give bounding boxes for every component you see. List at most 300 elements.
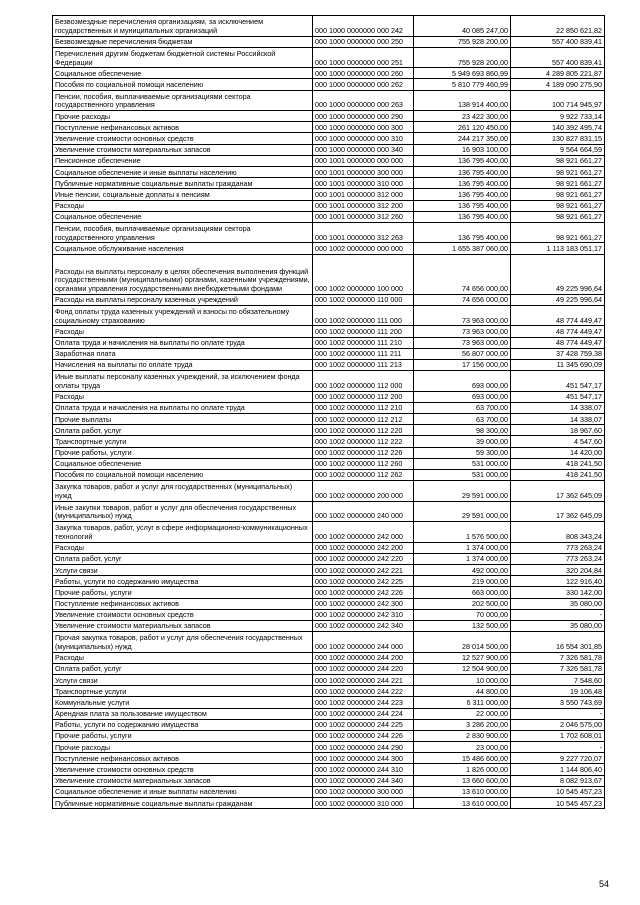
row-planned-cell: 63 700,00 [414, 402, 511, 413]
row-name-cell: Прочие работы, услуги [53, 730, 313, 741]
row-planned-cell: 1 576 500,00 [414, 522, 511, 543]
row-executed-cell: 22 850 621,82 [511, 16, 605, 37]
row-code-cell: 000 1002 0000000 242 000 [313, 522, 414, 543]
row-name-cell: Транспортные услуги [53, 436, 313, 447]
row-name-cell: Социальное обеспечение [53, 211, 313, 222]
row-name-cell: Публичные нормативные социальные выплаты гражданам [53, 798, 313, 809]
table-row [53, 371, 605, 392]
row-planned-cell: 39 000,00 [414, 436, 511, 447]
row-name-cell: Пенсии, пособия, выплачиваемые организациями сектора государственного управления [53, 222, 313, 243]
row-executed-cell: 16 554 301,85 [511, 632, 605, 653]
row-executed-cell: 98 921 661,27 [511, 211, 605, 222]
row-executed-cell: 17 362 645,09 [511, 501, 605, 522]
row-executed-cell: 122 916,40 [511, 576, 605, 587]
row-code-cell: 000 1001 0000000 312 000 [313, 189, 414, 200]
row-name-cell: Безвозмездные перечисления организациям, за исключением государственных и муниципальных организаций [53, 16, 313, 37]
row-planned-cell: 74 656 000,00 [414, 254, 511, 294]
row-name-cell: Работы, услуги по содержанию имущества [53, 719, 313, 730]
row-planned-cell: 13 610 000,00 [414, 786, 511, 797]
row-code-cell: 000 1002 0000000 111 210 [313, 337, 414, 348]
row-executed-cell: 35 080,00 [511, 620, 605, 631]
row-executed-cell: 557 400 839,41 [511, 47, 605, 68]
row-name-cell: Поступление нефинансовых активов [53, 753, 313, 764]
table-row [53, 652, 605, 663]
row-executed-cell: 14 420,00 [511, 447, 605, 458]
row-code-cell: 000 1002 0000000 240 000 [313, 501, 414, 522]
row-executed-cell: 1 144 806,40 [511, 764, 605, 775]
row-code-cell: 000 1002 0000000 244 300 [313, 753, 414, 764]
table-row [53, 469, 605, 480]
row-executed-cell: 37 428 759,38 [511, 348, 605, 359]
table-row [53, 122, 605, 133]
table-row [53, 620, 605, 631]
table-row [53, 501, 605, 522]
table-row [53, 564, 605, 575]
row-name-cell: Перечисления другим бюджетам бюджетной системы Российской Федерации [53, 47, 313, 68]
row-planned-cell: 44 800,00 [414, 686, 511, 697]
row-code-cell: 000 1000 0000000 000 300 [313, 122, 414, 133]
row-planned-cell: 136 795 400,00 [414, 211, 511, 222]
row-planned-cell: 1 374 000,00 [414, 553, 511, 564]
row-name-cell: Заработная плата [53, 348, 313, 359]
row-name-cell: Прочие работы, услуги [53, 447, 313, 458]
row-code-cell: 000 1002 0000000 244 340 [313, 775, 414, 786]
row-planned-cell: 136 795 400,00 [414, 155, 511, 166]
row-planned-cell: 70 000,00 [414, 609, 511, 620]
row-executed-cell: 2 046 575,00 [511, 719, 605, 730]
row-planned-cell: 2 830 900,00 [414, 730, 511, 741]
table-row [53, 609, 605, 620]
row-planned-cell: 244 217 350,00 [414, 133, 511, 144]
row-planned-cell: 136 795 400,00 [414, 200, 511, 211]
row-code-cell: 000 1002 0000000 112 262 [313, 469, 414, 480]
row-executed-cell: 98 921 661,27 [511, 189, 605, 200]
row-name-cell: Прочие расходы [53, 111, 313, 122]
table-body [53, 16, 605, 809]
row-planned-cell: 29 591 000,00 [414, 481, 511, 502]
row-code-cell: 000 1002 0000000 112 212 [313, 413, 414, 424]
row-planned-cell: 28 014 500,00 [414, 632, 511, 653]
row-code-cell: 000 1002 0000000 200 000 [313, 481, 414, 502]
row-planned-cell: 663 000,00 [414, 587, 511, 598]
row-code-cell: 000 1002 0000000 242 310 [313, 609, 414, 620]
table-row [53, 663, 605, 674]
table-row [53, 36, 605, 47]
row-code-cell: 000 1001 0000000 312 260 [313, 211, 414, 222]
row-executed-cell: 10 545 457,23 [511, 798, 605, 809]
row-executed-cell: 7 326 581,78 [511, 663, 605, 674]
row-code-cell: 000 1002 0000000 112 210 [313, 402, 414, 413]
table-row [53, 391, 605, 402]
row-name-cell: Арендная плата за пользование имуществом [53, 708, 313, 719]
row-executed-cell: 418 241,50 [511, 469, 605, 480]
row-planned-cell: 17 156 000,00 [414, 359, 511, 370]
row-code-cell: 000 1002 0000000 242 221 [313, 564, 414, 575]
row-executed-cell: 14 338,07 [511, 402, 605, 413]
table-row [53, 447, 605, 458]
row-executed-cell: 98 921 661,27 [511, 222, 605, 243]
table-row [53, 305, 605, 326]
row-name-cell: Иные выплаты персоналу казенных учреждений, за исключением фонда оплаты труда [53, 371, 313, 392]
table-row [53, 719, 605, 730]
row-name-cell: Прочие работы, услуги [53, 587, 313, 598]
row-executed-cell: 330 142,00 [511, 587, 605, 598]
table-row [53, 553, 605, 564]
row-name-cell: Расходы на выплаты персоналу казенных учреждений [53, 294, 313, 305]
row-name-cell: Социальное обслуживание населения [53, 243, 313, 254]
table-row [53, 189, 605, 200]
row-code-cell: 000 1002 0000000 244 200 [313, 652, 414, 663]
row-planned-cell: 73 963 000,00 [414, 305, 511, 326]
row-name-cell: Расходы [53, 391, 313, 402]
row-name-cell: Увеличение стоимости материальных запасов [53, 775, 313, 786]
row-planned-cell: 12 504 900,00 [414, 663, 511, 674]
row-executed-cell: 451 547,17 [511, 371, 605, 392]
table-row [53, 697, 605, 708]
row-executed-cell: 4 189 090 275,90 [511, 79, 605, 90]
row-name-cell: Расходы [53, 542, 313, 553]
row-code-cell: 000 1002 0000000 112 200 [313, 391, 414, 402]
table-row [53, 730, 605, 741]
table-row [53, 243, 605, 254]
table-row [53, 47, 605, 68]
row-name-cell: Безвозмездные перечисления бюджетам [53, 36, 313, 47]
row-code-cell: 000 1001 0000000 300 000 [313, 167, 414, 178]
row-executed-cell: 7 548,60 [511, 674, 605, 685]
row-planned-cell: 73 963 000,00 [414, 326, 511, 337]
page-number: 54 [598, 879, 609, 889]
row-name-cell: Публичные нормативные социальные выплаты гражданам [53, 178, 313, 189]
row-name-cell: Увеличение стоимости материальных запасов [53, 620, 313, 631]
row-planned-cell: 136 795 400,00 [414, 222, 511, 243]
row-code-cell: 000 1002 0000000 112 220 [313, 425, 414, 436]
table-row [53, 576, 605, 587]
table-row [53, 436, 605, 447]
row-executed-cell: 808 343,24 [511, 522, 605, 543]
row-planned-cell: 1 374 000,00 [414, 542, 511, 553]
row-code-cell: 000 1002 0000000 112 000 [313, 371, 414, 392]
row-name-cell: Коммунальные услуги [53, 697, 313, 708]
row-executed-cell: 130 827 831,15 [511, 133, 605, 144]
row-name-cell: Фонд оплаты труда казенных учреждений и взносы по обязательному социальному страхованию [53, 305, 313, 326]
row-code-cell: 000 1002 0000000 112 226 [313, 447, 414, 458]
table-row [53, 742, 605, 753]
row-executed-cell: 418 241,50 [511, 458, 605, 469]
row-executed-cell: - [511, 742, 605, 753]
row-name-cell: Работы, услуги по содержанию имущества [53, 576, 313, 587]
row-name-cell: Социальное обеспечение и иные выплаты населению [53, 786, 313, 797]
row-name-cell: Пенсии, пособия, выплачиваемые организациями сектора государственного управления [53, 90, 313, 111]
row-code-cell: 000 1000 0000000 000 290 [313, 111, 414, 122]
row-name-cell: Пенсионное обеспечение [53, 155, 313, 166]
table-row [53, 222, 605, 243]
row-planned-cell: 40 085 247,00 [414, 16, 511, 37]
row-planned-cell: 693 000,00 [414, 371, 511, 392]
row-code-cell: 000 1002 0000000 244 290 [313, 742, 414, 753]
row-name-cell: Пособия по социальной помощи населению [53, 469, 313, 480]
row-executed-cell: 98 921 661,27 [511, 167, 605, 178]
table-row [53, 764, 605, 775]
table-row [53, 542, 605, 553]
table-row [53, 79, 605, 90]
row-planned-cell: 5 810 779 460,99 [414, 79, 511, 90]
row-planned-cell: 1 826 000,00 [414, 764, 511, 775]
table-row [53, 522, 605, 543]
row-executed-cell: 11 345 690,09 [511, 359, 605, 370]
row-code-cell: 000 1002 0000000 000 000 [313, 243, 414, 254]
table-row [53, 155, 605, 166]
row-name-cell: Пособия по социальной помощи населению [53, 79, 313, 90]
row-planned-cell: 492 000,00 [414, 564, 511, 575]
row-code-cell: 000 1002 0000000 244 222 [313, 686, 414, 697]
row-executed-cell: 98 921 661,27 [511, 200, 605, 211]
row-name-cell: Поступление нефинансовых активов [53, 598, 313, 609]
row-code-cell: 000 1002 0000000 244 225 [313, 719, 414, 730]
row-executed-cell: 48 774 449,47 [511, 326, 605, 337]
row-name-cell: Оплата работ, услуг [53, 553, 313, 564]
table-row [53, 326, 605, 337]
row-code-cell: 000 1002 0000000 244 221 [313, 674, 414, 685]
table-row [53, 632, 605, 653]
row-planned-cell: 136 795 400,00 [414, 167, 511, 178]
row-code-cell: 000 1002 0000000 242 226 [313, 587, 414, 598]
row-code-cell: 000 1002 0000000 242 225 [313, 576, 414, 587]
row-planned-cell: 5 949 693 860,99 [414, 68, 511, 79]
row-code-cell: 000 1002 0000000 112 260 [313, 458, 414, 469]
row-executed-cell: 557 400 839,41 [511, 36, 605, 47]
row-code-cell: 000 1001 0000000 312 200 [313, 200, 414, 211]
table-row [53, 144, 605, 155]
row-executed-cell: 35 080,00 [511, 598, 605, 609]
row-planned-cell: 29 591 000,00 [414, 501, 511, 522]
row-name-cell: Социальное обеспечение [53, 458, 313, 469]
row-executed-cell: - [511, 708, 605, 719]
row-planned-cell: 98 300,00 [414, 425, 511, 436]
row-code-cell: 000 1002 0000000 242 300 [313, 598, 414, 609]
row-code-cell: 000 1002 0000000 242 220 [313, 553, 414, 564]
row-planned-cell: 755 928 200,00 [414, 36, 511, 47]
table-row [53, 598, 605, 609]
row-executed-cell: 4 547,60 [511, 436, 605, 447]
table-row [53, 133, 605, 144]
table-row [53, 775, 605, 786]
row-code-cell: 000 1000 0000000 000 340 [313, 144, 414, 155]
table-row [53, 674, 605, 685]
table-row [53, 686, 605, 697]
row-planned-cell: 219 000,00 [414, 576, 511, 587]
row-code-cell: 000 1000 0000000 000 250 [313, 36, 414, 47]
row-planned-cell: 22 000,00 [414, 708, 511, 719]
row-executed-cell: 98 921 661,27 [511, 178, 605, 189]
budget-execution-table [52, 15, 605, 809]
table-row [53, 798, 605, 809]
row-planned-cell: 132 500,00 [414, 620, 511, 631]
row-executed-cell: 773 263,24 [511, 553, 605, 564]
row-name-cell: Прочие выплаты [53, 413, 313, 424]
row-code-cell: 000 1001 0000000 310 000 [313, 178, 414, 189]
row-code-cell: 000 1000 0000000 000 251 [313, 47, 414, 68]
row-code-cell: 000 1000 0000000 000 260 [313, 68, 414, 79]
row-name-cell: Прочие расходы [53, 742, 313, 753]
row-executed-cell: 1 702 608,01 [511, 730, 605, 741]
row-planned-cell: 12 527 900,00 [414, 652, 511, 663]
row-code-cell: 000 1002 0000000 111 213 [313, 359, 414, 370]
row-code-cell: 000 1002 0000000 244 000 [313, 632, 414, 653]
table-row [53, 294, 605, 305]
row-executed-cell: 14 338,07 [511, 413, 605, 424]
row-name-cell: Поступление нефинансовых активов [53, 122, 313, 133]
table-row [53, 753, 605, 764]
row-name-cell: Расходы [53, 326, 313, 337]
row-planned-cell: 136 795 400,00 [414, 178, 511, 189]
row-planned-cell: 73 963 000,00 [414, 337, 511, 348]
row-name-cell: Оплата работ, услуг [53, 425, 313, 436]
row-planned-cell: 74 656 000,00 [414, 294, 511, 305]
table-row [53, 402, 605, 413]
row-code-cell: 000 1002 0000000 112 222 [313, 436, 414, 447]
table-row [53, 359, 605, 370]
row-code-cell: 000 1002 0000000 244 224 [313, 708, 414, 719]
row-code-cell: 000 1002 0000000 111 211 [313, 348, 414, 359]
row-planned-cell: 56 807 000,00 [414, 348, 511, 359]
row-executed-cell: 9 564 664,59 [511, 144, 605, 155]
row-planned-cell: 261 120 450,00 [414, 122, 511, 133]
row-name-cell: Прочая закупка товаров, работ и услуг для обеспечения государственных (муниципальных) нужд [53, 632, 313, 653]
row-code-cell: 000 1002 0000000 242 200 [313, 542, 414, 553]
row-executed-cell: 18 967,60 [511, 425, 605, 436]
row-code-cell: 000 1002 0000000 110 000 [313, 294, 414, 305]
row-planned-cell: 531 000,00 [414, 469, 511, 480]
row-executed-cell: 48 774 449,47 [511, 337, 605, 348]
row-planned-cell: 138 914 400,00 [414, 90, 511, 111]
row-executed-cell: 773 263,24 [511, 542, 605, 553]
table-row [53, 211, 605, 222]
row-name-cell: Начисления на выплаты по оплате труда [53, 359, 313, 370]
row-planned-cell: 6 311 000,00 [414, 697, 511, 708]
row-name-cell: Закупка товаров, работ и услуг для государственных (муниципальных) нужд [53, 481, 313, 502]
table-row [53, 254, 605, 294]
row-name-cell: Транспортные услуги [53, 686, 313, 697]
row-name-cell: Увеличение стоимости основных средств [53, 764, 313, 775]
row-planned-cell: 23 422 300,00 [414, 111, 511, 122]
table-row [53, 425, 605, 436]
row-planned-cell: 63 700,00 [414, 413, 511, 424]
row-code-cell: 000 1002 0000000 111 000 [313, 305, 414, 326]
row-name-cell: Социальное обеспечение и иные выплаты населению [53, 167, 313, 178]
row-name-cell: Оплата труда и начисления на выплаты по оплате труда [53, 337, 313, 348]
row-name-cell: Расходы на выплаты персоналу в целях обеспечения выполнения функций государственными (муниципальными) органами, казенными учреждениями, органами управления государственными внебюджетными фондами [53, 254, 313, 294]
row-name-cell: Услуги связи [53, 674, 313, 685]
row-executed-cell: 17 362 645,09 [511, 481, 605, 502]
row-planned-cell: 1 655 387 060,00 [414, 243, 511, 254]
row-code-cell: 000 1000 0000000 000 262 [313, 79, 414, 90]
table-row [53, 178, 605, 189]
row-name-cell: Оплата труда и начисления на выплаты по оплате труда [53, 402, 313, 413]
row-executed-cell: 9 227 720,07 [511, 753, 605, 764]
row-executed-cell: 49 225 996,64 [511, 294, 605, 305]
table-row [53, 167, 605, 178]
table-row [53, 481, 605, 502]
row-planned-cell: 3 286 200,00 [414, 719, 511, 730]
row-code-cell: 000 1002 0000000 111 200 [313, 326, 414, 337]
table-row [53, 587, 605, 598]
row-executed-cell: 3 550 743,69 [511, 697, 605, 708]
row-planned-cell: 59 300,00 [414, 447, 511, 458]
row-code-cell: 000 1001 0000000 312 263 [313, 222, 414, 243]
row-code-cell: 000 1002 0000000 100 000 [313, 254, 414, 294]
row-planned-cell: 16 903 100,00 [414, 144, 511, 155]
row-executed-cell: 19 106,48 [511, 686, 605, 697]
row-planned-cell: 13 610 000,00 [414, 798, 511, 809]
row-name-cell: Закупка товаров, работ, услуг в сфере информационно-коммуникационных технологий [53, 522, 313, 543]
row-name-cell: Расходы [53, 200, 313, 211]
row-executed-cell: 9 922 733,14 [511, 111, 605, 122]
row-executed-cell: 1 113 183 051,17 [511, 243, 605, 254]
row-planned-cell: 13 660 600,00 [414, 775, 511, 786]
table-row [53, 458, 605, 469]
row-planned-cell: 23 000,00 [414, 742, 511, 753]
row-name-cell: Увеличение стоимости материальных запасов [53, 144, 313, 155]
table-row [53, 708, 605, 719]
row-executed-cell: 49 225 996,64 [511, 254, 605, 294]
row-executed-cell: 10 545 457,23 [511, 786, 605, 797]
row-name-cell: Социальное обеспечение [53, 68, 313, 79]
row-planned-cell: 15 486 600,00 [414, 753, 511, 764]
row-name-cell: Иные пенсии, социальные доплаты к пенсиям [53, 189, 313, 200]
row-executed-cell: - [511, 609, 605, 620]
row-name-cell: Оплата работ, услуг [53, 663, 313, 674]
row-executed-cell: 98 921 661,27 [511, 155, 605, 166]
row-executed-cell: 140 392 495,74 [511, 122, 605, 133]
row-code-cell: 000 1002 0000000 244 310 [313, 764, 414, 775]
row-name-cell: Увеличение стоимости основных средств [53, 133, 313, 144]
row-code-cell: 000 1002 0000000 244 220 [313, 663, 414, 674]
table-row [53, 786, 605, 797]
row-executed-cell: 8 082 913,67 [511, 775, 605, 786]
row-code-cell: 000 1002 0000000 244 226 [313, 730, 414, 741]
row-code-cell: 000 1002 0000000 300 000 [313, 786, 414, 797]
row-executed-cell: 4 289 805 221,87 [511, 68, 605, 79]
table-row [53, 111, 605, 122]
table-row [53, 337, 605, 348]
row-code-cell: 000 1001 0000000 000 000 [313, 155, 414, 166]
row-code-cell: 000 1000 0000000 000 310 [313, 133, 414, 144]
row-name-cell: Увеличение стоимости основных средств [53, 609, 313, 620]
table-row [53, 16, 605, 37]
row-code-cell: 000 1002 0000000 242 340 [313, 620, 414, 631]
row-name-cell: Иные закупки товаров, работ и услуг для обеспечения государственных (муниципальных) нужд [53, 501, 313, 522]
table-row [53, 413, 605, 424]
table-row [53, 68, 605, 79]
row-planned-cell: 693 000,00 [414, 391, 511, 402]
row-executed-cell: 320 204,84 [511, 564, 605, 575]
row-executed-cell: 100 714 945,97 [511, 90, 605, 111]
table-row [53, 348, 605, 359]
row-planned-cell: 531 000,00 [414, 458, 511, 469]
table-row [53, 200, 605, 211]
row-name-cell: Услуги связи [53, 564, 313, 575]
row-name-cell: Расходы [53, 652, 313, 663]
row-code-cell: 000 1002 0000000 310 000 [313, 798, 414, 809]
table-row [53, 90, 605, 111]
row-planned-cell: 10 000,00 [414, 674, 511, 685]
row-executed-cell: 48 774 449,47 [511, 305, 605, 326]
row-planned-cell: 136 795 400,00 [414, 189, 511, 200]
row-executed-cell: 7 326 581,78 [511, 652, 605, 663]
row-planned-cell: 755 928 200,00 [414, 47, 511, 68]
row-code-cell: 000 1000 0000000 000 263 [313, 90, 414, 111]
row-executed-cell: 451 547,17 [511, 391, 605, 402]
